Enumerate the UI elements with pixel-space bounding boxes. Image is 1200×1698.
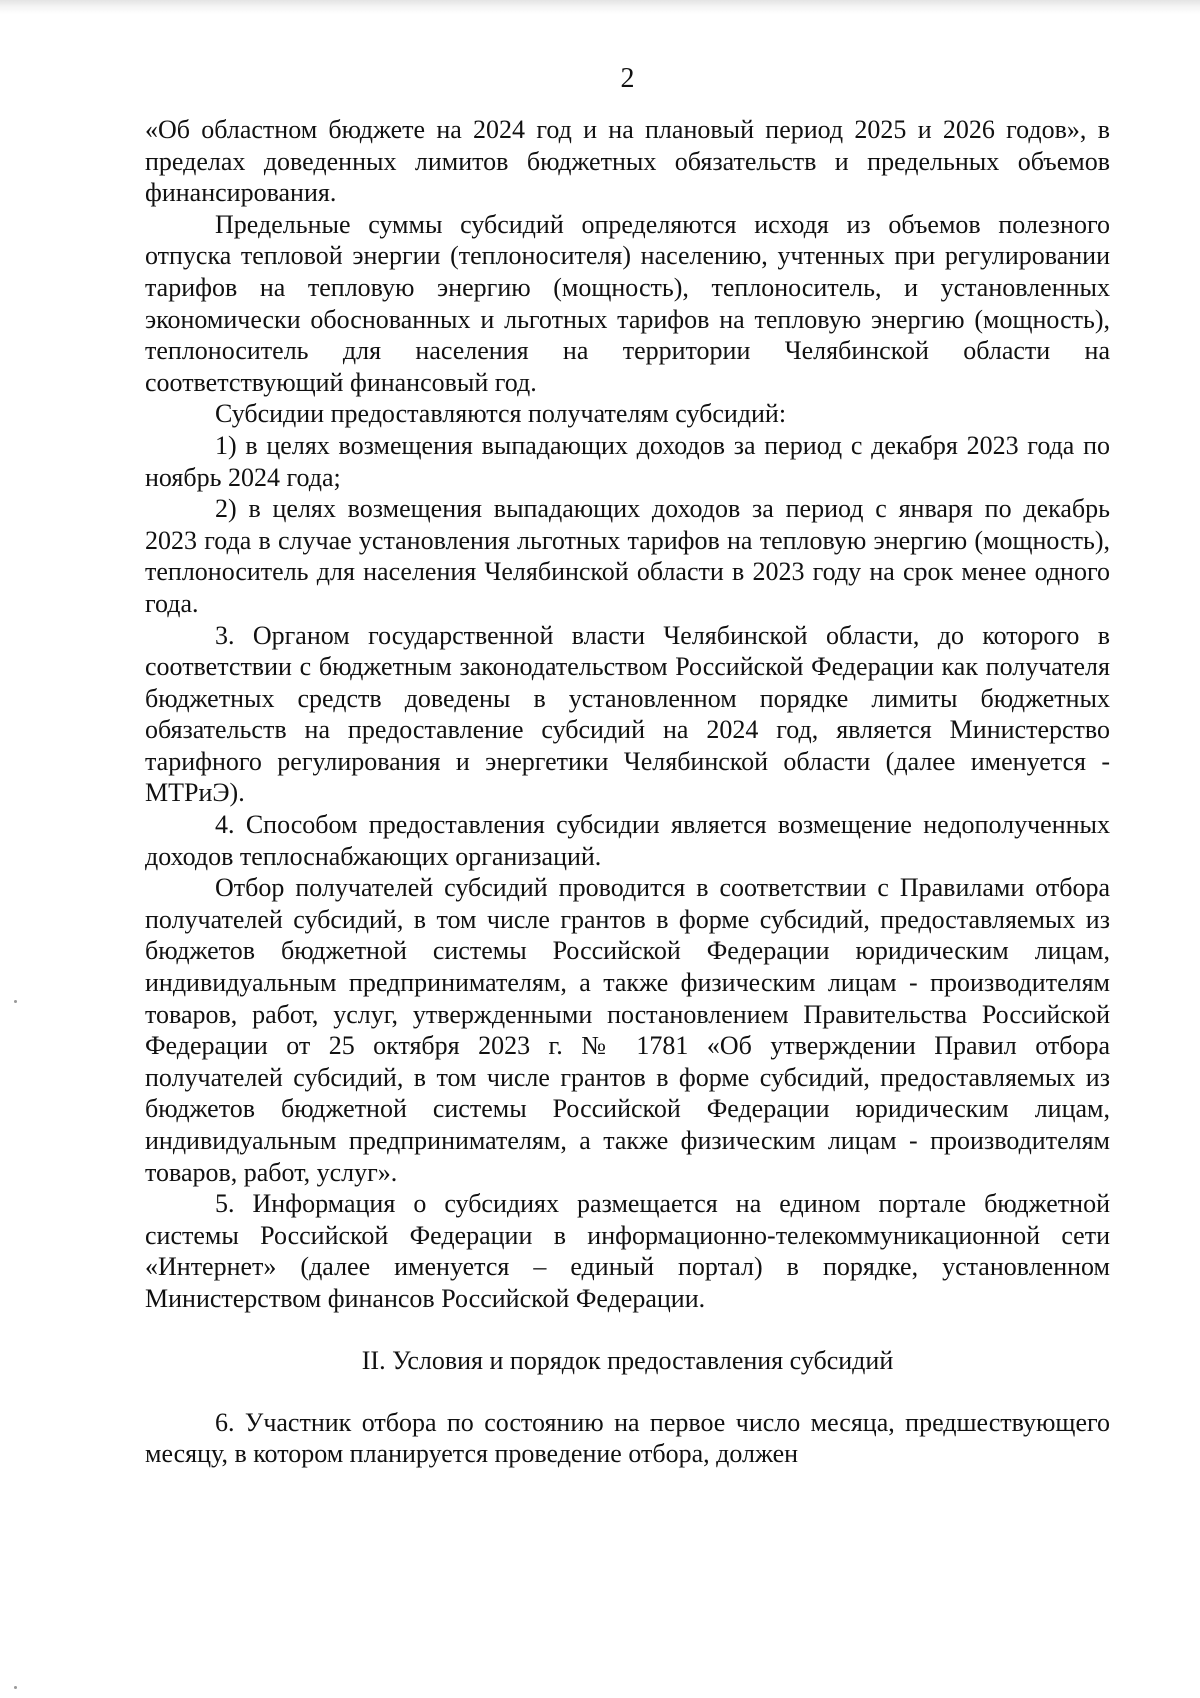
- scan-speck: [14, 1000, 17, 1003]
- paragraph-subsidy-limits: Предельные суммы субсидий определяются исходя из объемов полезного отпуска тепловой энергии (теплоносителя) населению, учтенных при регулировании тарифов на тепловую энергию (мощность), теплоноситель, и установленных экономически обоснованных и льготных тарифов на тепловую энергию (мощность), теплоноситель для населения на территории Челябинской области на соответствующий финансовый год.: [145, 209, 1110, 397]
- paragraph-subsidy-recipients: Субсидии предоставляются получателям субсидий:: [215, 399, 787, 429]
- paragraph-clause-5: 5. Информация о субсидиях размещается на едином портале бюджетной системы Российской Федерации в информационно-телекоммуникационной сети «Интернет» (далее именуется – единый портал) в порядке, установленном Министерством финансов Российской Федерации.: [145, 1189, 1110, 1313]
- page-number: 2: [620, 63, 635, 94]
- paragraph-clause-6: 6. Участник отбора по состоянию на первое число месяца, предшествующего месяцу, в котором планируется проведение отбора, должен: [145, 1407, 1110, 1469]
- document-page: [145, 62, 1110, 1470]
- paragraph-clause-3: 3. Органом государственной власти Челябинской области, до которого в соответствии с бюджетным законодательством Российской Федерации как получателя бюджетных средств доведены в установленном порядке лимиты бюджетных обязательств на предоставление субсидий на 2024 год, является Министерство тарифного регулирования и энергетики Челябинской области (далее именуется - МТРиЭ).: [145, 620, 1110, 808]
- paragraph-clause-4: 4. Способом предоставления субсидии является возмещение недополученных доходов теплоснабжающих организаций.: [145, 810, 1110, 871]
- section-heading: II. Условия и порядок предоставления субсидий: [361, 1345, 894, 1375]
- paragraph-continuation: «Об областном бюджете на 2024 год и на плановый период 2025 и 2026 годов», в пределах доведенных лимитов бюджетных обязательств и предельных объемов финансирования.: [145, 115, 1110, 208]
- list-item-1: 1) в целях возмещения выпадающих доходов за период с декабря 2023 года по ноябрь 2024 года;: [145, 430, 1110, 492]
- scan-top-edge: [0, 0, 1200, 14]
- list-item-2: 2) в целях возмещения выпадающих доходов за период с января по декабрь 2023 года в случае установления льготных тарифов на тепловую энергию (мощность), теплоноситель для населения Челябинской области в 2023 году на срок менее одного года.: [145, 494, 1110, 618]
- paragraph-selection-rules: Отбор получателей субсидий проводится в соответствии с Правилами отбора получателей субсидий, в том числе грантов в форме субсидий, предоставляемых из бюджетов бюджетной системы Российской Федерации юридическим лицам, индивидуальным предпринимателям, а также физическим лицам - производителям товаров, работ, услуг, утвержденными постановлением Правительства Российской Федерации от 25 октября 2023 г. № 1781 «Об утверждении Правил отбора получателей субсидий, в том числе грантов в форме субсидий, предоставляемых из бюджетов бюджетной системы Российской Федерации юридическим лицам, индивидуальным предпринимателям, а также физическим лицам - производителям товаров, работ, услуг».: [145, 873, 1110, 1187]
- scan-speck: [14, 1686, 17, 1689]
- document-body: [145, 114, 1110, 1470]
